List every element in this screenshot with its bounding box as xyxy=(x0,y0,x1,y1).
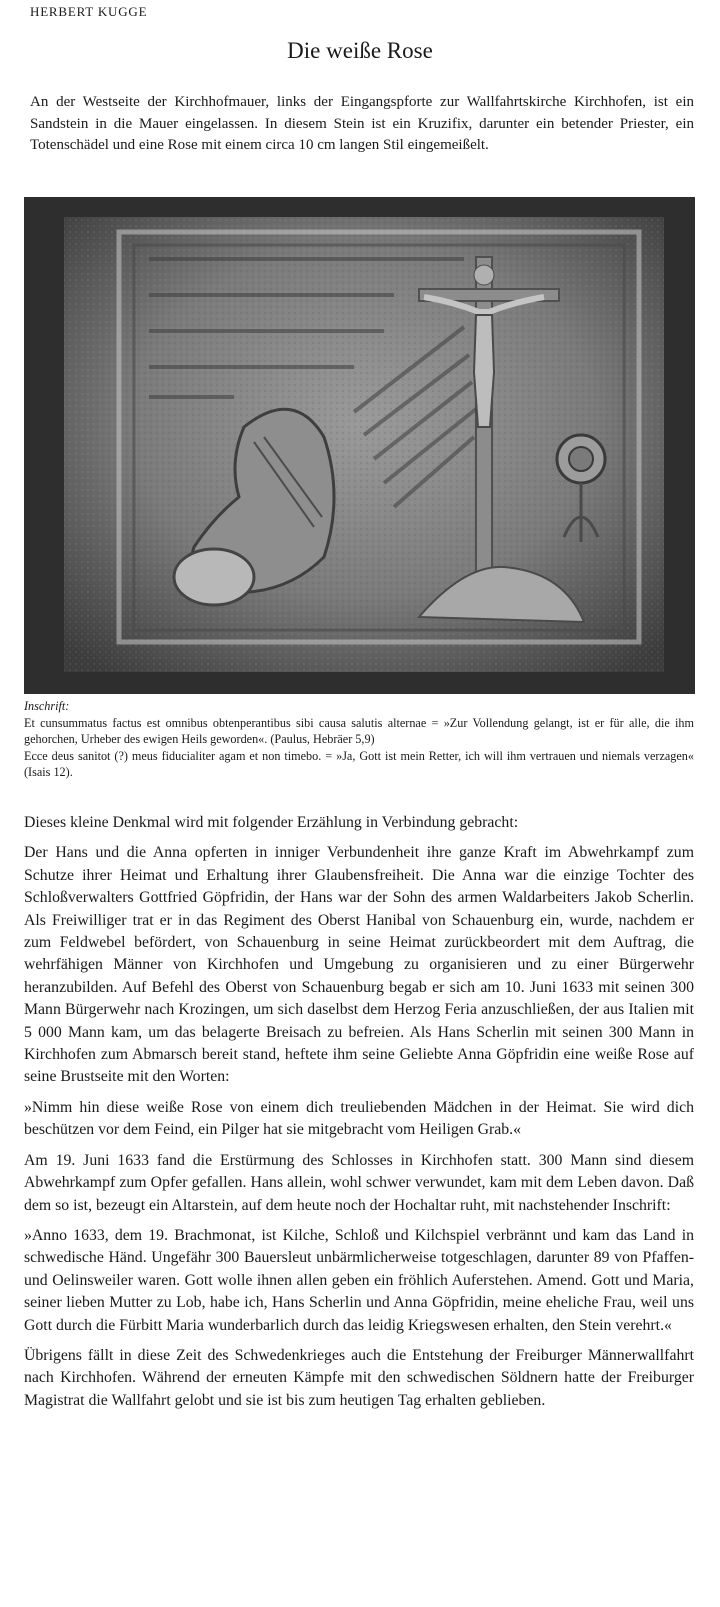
caption-label: Inschrift: xyxy=(24,699,70,713)
stone-relief-photo xyxy=(24,197,695,694)
caption-inscription-2: Ecce deus sanitot (?) meus fiducialiter agam et non timebo. = »Ja, Gott ist mein Retter, ich will ihm vertrauen und niemals verzagen« (Isais 12). xyxy=(24,748,694,779)
body-paragraph-2: Der Hans und die Anna opferten in inniger Verbundenheit ihre ganze Kraft im Abwehrkampf zum Schutze ihrer Heimat und Erhaltung ihrer Glaubensfreiheit. Die Anna war die einzige Tochter des Schloßverwalters Gottfried Göpfridin, der Hans war der Sohn des armen Waldarbeiters Jakob Scherlin. Als Freiwilliger trat er in das Regiment des Oberst Hanibal von Schauenburg ein, wurde, nachdem er zum Feldwebel befördert, von Schauenburg in seine Heimat zurückbeordert mit dem Auftrag, die wehrfähigen Männer von Kirchhofen und Umgebung zu organisieren und zu einer Bürgerwehr heranzubilden. Auf Befehl des Oberst von Schauenburg begab er sich am 10. Juni 1633 mit seinen 300 Mann Bürgerwehr nach Krozingen, um sich daselbst dem Herzog Feria anzuschließen, der aus Italien mit 5 000 Mann kam, um das belagerte Breisach zu befreien. Als Hans Scherlin mit seinen 300 Mann in Kirchhofen zum Abmarsch bereit stand, heftete ihm seine Geliebte Anna Göpfridin eine weiße Rose auf seine Brustseite mit den Worten: xyxy=(24,844,694,1086)
body-paragraph-4: Übrigens fällt in diese Zeit des Schwedenkrieges auch die Entstehung der Freiburger Männerwallfahrt nach Kirchhofen. Während der erneuten Kämpfe mit den schwedischen Söldnern hatte der Freiburger Magistrat die Wallfahrt gelobt und sie ist bis zum heutigen Tag erhalten geblieben. xyxy=(24,1346,694,1409)
article-body xyxy=(24,812,694,1420)
body-quote-2: »Anno 1633, dem 19. Brachmonat, ist Kilche, Schloß und Kilchspiel verbrännt und kam das Land in schwedische Händ. Ungefähr 300 Bauersleut unbärmlicherweise totgeschlagen, darunter 89 von Pfaffen- und Oelinsweiler waren. Gott wolle ihnen allen geben ein fröhlich Auferstehen. Amend. Gott und Maria, seiner lieben Mutter zu Lob, habe ich, Hans Scherlin und Anna Göpfridin, meine eheliche Frau, weil uns Gott durch die Fürbitt Maria wunderbarlich durch das leidig Kriegswesen erhalten, den Stein verehrt.« xyxy=(24,1226,694,1334)
author-name: HERBERT KUGGE xyxy=(30,4,148,19)
body-paragraph-1: Dieses kleine Denkmal wird mit folgender Erzählung in Verbindung gebracht: xyxy=(24,814,519,831)
body-paragraph-3: Am 19. Juni 1633 fand die Erstürmung des Schlosses in Kirchhofen statt. 300 Mann sind diesem Abwehrkampf zum Opfer gefallen. Hans allein, wohl schwer verwundet, kam mit dem Leben davon. Daß dem so ist, bezeugt ein Altarstein, auf dem heute noch der Hochaltar ruht, mit nachstehender Inschrift: xyxy=(24,1151,694,1214)
caption-inscription-1: Et cunsummatus factus est omnibus obtenperantibus sibi causa salutis alternae = »Zur Vollendung gelangt, ist er für alle, die ihm gehorchen, Urheber des ewigen Heils geworden«. (Paulus, Hebräer 5,9) xyxy=(24,715,694,746)
stone-relief-icon xyxy=(24,197,695,694)
photo-caption xyxy=(24,698,694,781)
article-title: Die weiße Rose xyxy=(287,38,433,63)
body-quote-1: »Nimm hin diese weiße Rose von einem dich treuliebenden Mädchen in der Heimat. Sie wird dich beschützen vor dem Feind, ein Pilger hat sie mitgebracht vom Heiligen Grab.« xyxy=(24,1098,694,1139)
intro-paragraph: An der Westseite der Kirchhofmauer, links der Eingangspforte zur Wallfahrtskirche Kirchhofen, ist ein Sandstein in die Mauer eingelassen. In diesem Stein ist ein Kruzifix, darunter ein betender Priester, ein Totenschädel und eine Rose mit einem circa 10 cm langen Stil eingemeißelt. xyxy=(30,94,694,153)
